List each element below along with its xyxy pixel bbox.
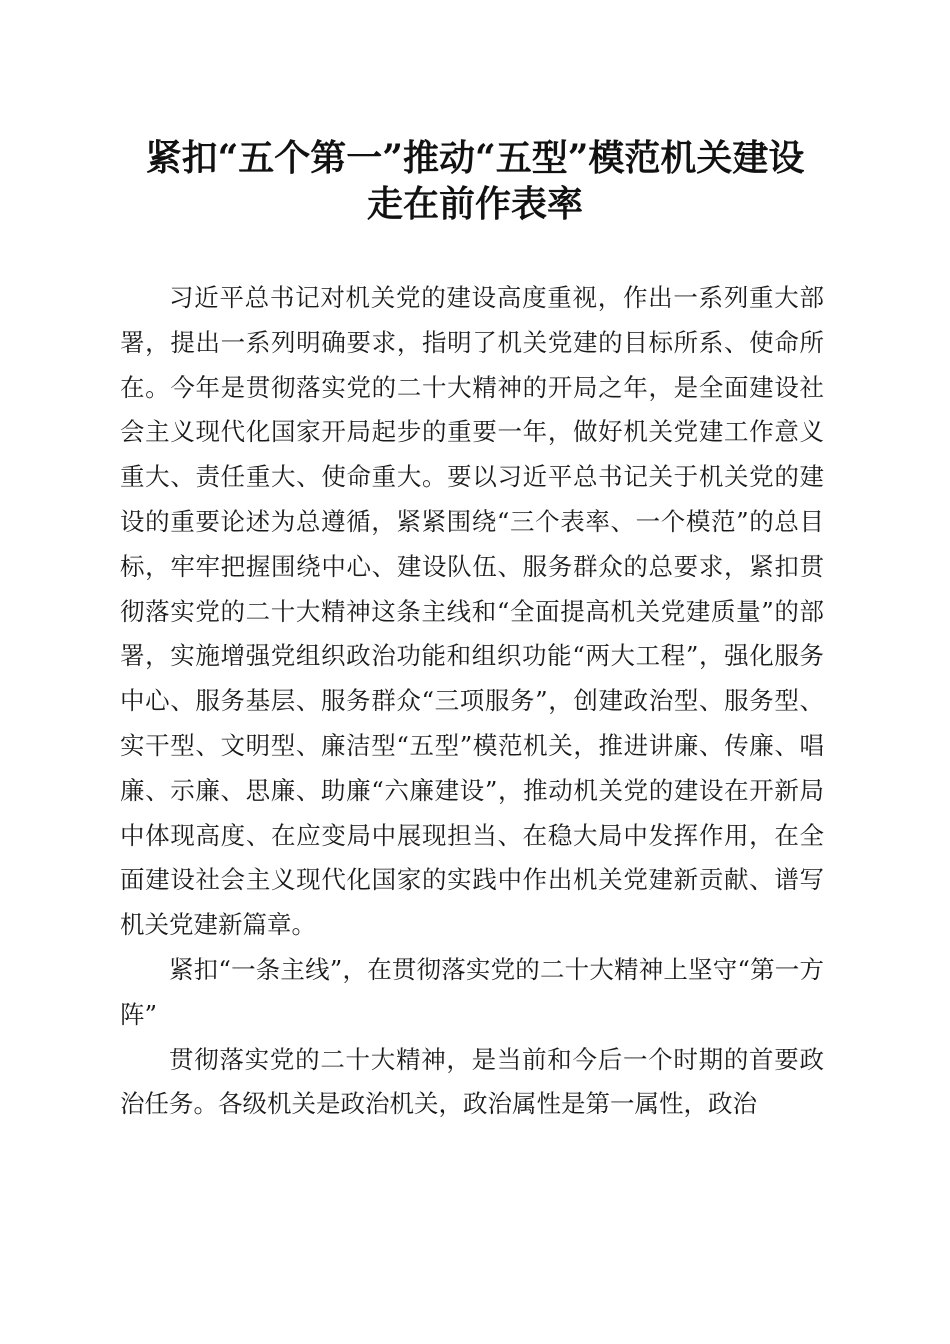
section-heading-main-line: 紧扣“一条主线”，在贯彻落实党的二十大精神上坚守“第一方阵”	[120, 954, 824, 1029]
body-paragraph-intro: 习近平总书记对机关党的建设高度重视，作出一系列重大部署，提出一系列明确要求，指明了机关党建的目标所系、使命所在。今年是贯彻落实党的二十大精神的开局之年，是全面建设社会主义现代化国家开局起步的重要一年，做好机关党建工作意义重大、责任重大、使命重大。要以习近平总书记关于机关党的建设的重要论述为总遵循，紧紧围绕“三个表率、一个模范”的总目标，牢牢把握围绕中心、建设队伍、服务群众的总要求，紧扣贯彻落实党的二十大精神这条主线和“全面提高机关党建质量”的部署，实施增强党组织政治功能和组织功能“两大工程”，强化服务中心、服务基层、服务群众“三项服务”，创建政治型、服务型、实干型、文明型、廉洁型“五型”模范机关，推进讲廉、传廉、唱廉、示廉、思廉、助廉“六廉建设”，推动机关党的建设在开新局中体现高度、在应变局中展现担当、在稳大局中发挥作用，在全面建设社会主义现代化国家的实践中作出机关党建新贡献、谱写机关党建新篇章。	[120, 283, 824, 940]
document-title-line-1: 紧扣“五个第一”推动“五型”模范机关建设	[145, 137, 805, 179]
document-body	[120, 276, 824, 1127]
body-paragraph-section-1: 贯彻落实党的二十大精神，是当前和今后一个时期的首要政治任务。各级机关是政治机关，政治属性是第一属性，政治	[120, 1044, 824, 1119]
document-title-line-2: 走在前作表率	[366, 183, 583, 225]
